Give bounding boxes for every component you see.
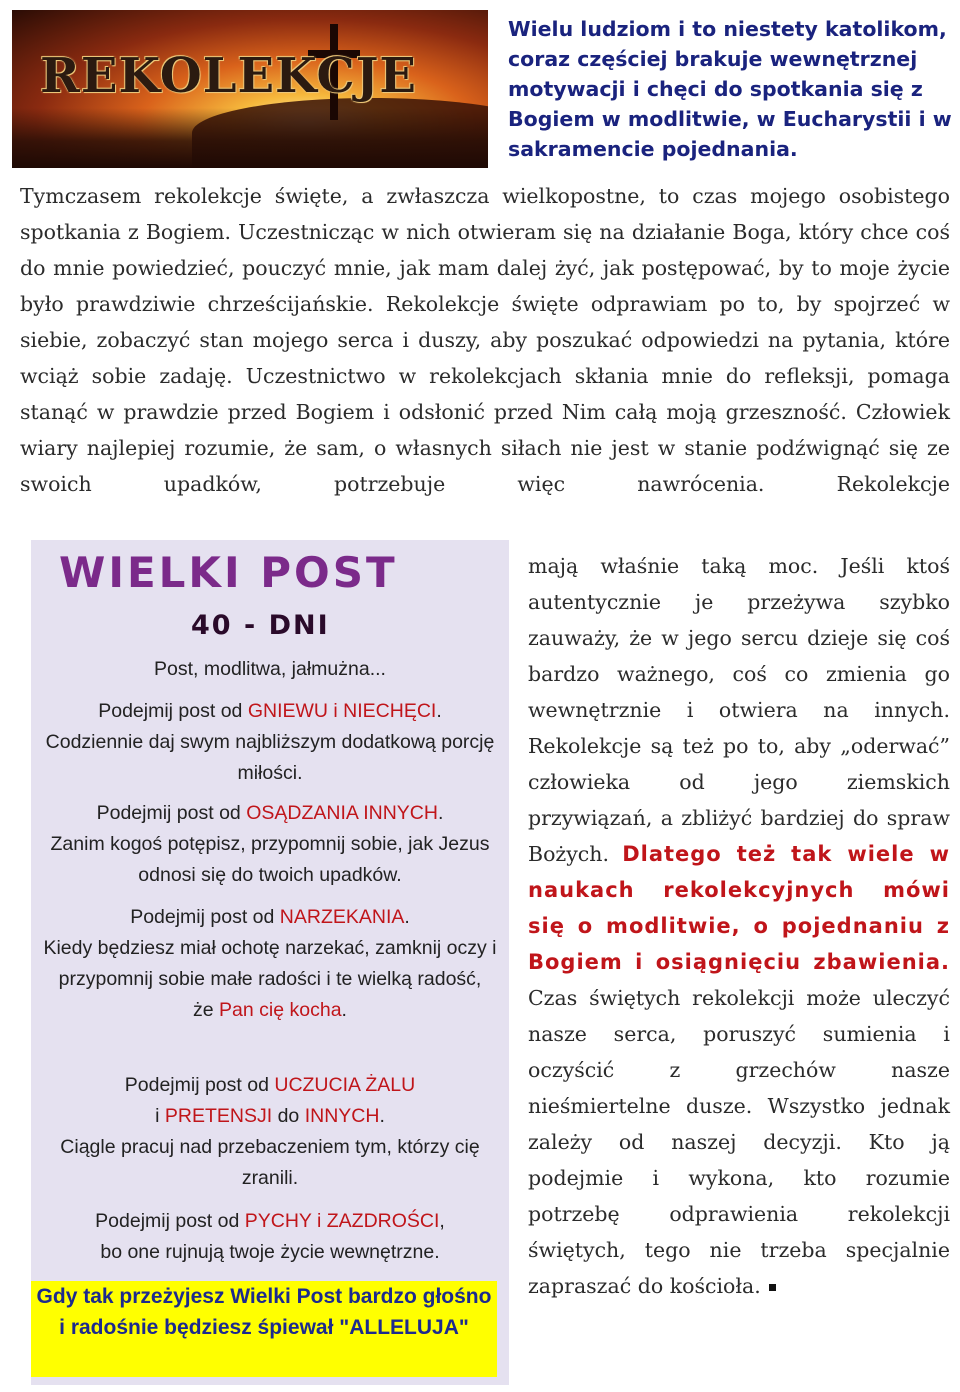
image-title: REKOLEKCJE [40,48,417,104]
lent-tagline: Post, modlitwa, jałmużna... [154,658,386,680]
main-paragraph: Tymczasem rekolekcje święte, a zwłaszcza wielkopostne, to czas mojego osobistego spotkania z Bogiem. Uczestnicząc w nich otwieram się na działanie Boga, który chce coś do mnie powiedzieć, pouczyć mnie, jak mam dalej żyć, jak postępować, by to moje życie było prawdziwie chrześcijańskie. Rekolekcje święte odprawiam po to, by spojrzeć w siebie, zobaczyć stan mojego serca i duszy, aby poszukać odpowiedzi na pytania, które wciąż sobie zadaję. Uczestnictwo w rekolekcjach skłania mnie do refleksji, pomaga stanąć w prawdzie przed Bogiem i odsłonić przed Nim całą moją grzeszność. Człowiek wiary najlepiej rozumie, że sam, o własnych siłach nie jest w stanie podźwignąć się ze swoich upadków, potrzebuje więc nawrócenia. Rekolekcje [20,184,950,496]
fast-prefix: Podejmij post od [96,802,247,824]
fast-prefix: Podejmij post od [130,906,280,928]
alleluia-banner: Gdy tak przeżyjesz Wielki Post bardzo głośno i radośnie będziesz śpiewał "ALLELUJA" [31,1281,497,1377]
fast-connector: i [155,1105,165,1127]
fast-topic-2: PRETENSJI [164,1105,273,1127]
fast-advice: Codziennie daj swym najbliższym dodatkową porcję miłości. [45,731,495,784]
fast-topic: NARZEKANIA [279,906,405,928]
fast-block-grievance: Podejmij post od UCZUCIA ŻALU i PRETENSJI do INNYCH. Ciągle pracuj nad przebaczeniem tym, którzy cię zranili. [60,1074,480,1189]
fast-block-pride: Podejmij post od PYCHY i ZAZDROŚCI, bo one rujnują twoje życie wewnętrzne. [95,1210,445,1263]
right-bold-text: Dlatego też tak wiele w naukach rekolekcyjnych mówi się o modlitwie, o pojednaniu z Bogiem i osiągnięciu zbawienia. [528,842,950,974]
fast-tail-prefix: że [193,999,220,1021]
right-text-2: Czas świętych rekolekcji może uleczyć nasze serca, poruszyć sumienia i oczyścić z grzechów nasze nieśmiertelne dusze. Wszystko jednak zależy od naszej decyzji. Kto ją podejmie i wykona, kto rozumie potrzebę odprawienia rekolekcji świętych, tego nie trzeba specjalnie zapraszać do kościoła. [528,986,950,1298]
right-column-text [528,548,950,1304]
header-image [12,10,488,168]
lent-title: WIELKI POST [59,548,398,597]
fast-advice: bo one rujnują twoje życie wewnętrzne. [100,1241,440,1263]
lent-days: 40 - DNI [191,610,330,641]
fast-topic: GNIEWU i NIECHĘCI [247,700,437,722]
fast-block-complaining: Podejmij post od NARZEKANIA. Kiedy będziesz miał ochotę narzekać, zamknij oczy i przypomnij sobie małe radości i te wielką radość, że Pan cię kocha. [43,906,497,1021]
landscape-silhouette [12,108,488,168]
fast-prefix: Podejmij post od [124,1074,275,1096]
fast-block-anger: Podejmij post od GNIEWU i NIECHĘCI. Codziennie daj swym najbliższym dodatkową porcję miłości. [45,700,495,784]
fast-prefix: Podejmij post od [95,1210,245,1232]
fast-advice: Zanim kogoś potępisz, przypomnij sobie, jak Jezus odnosi się do twoich upadków. [50,833,490,886]
intro-text: Wielu ludziom i to niestety katolikom, coraz częściej brakuje wewnętrznej motywacji i chęci do spotkania się z Bogiem w modlitwie, w Eucharystii i w sakramencie pojednania. [508,17,952,161]
fast-advice: Kiedy będziesz miał ochotę narzekać, zamknij oczy i przypomnij sobie małe radości i te wielką radość, [43,937,497,990]
fast-topic-3: INNYCH [304,1105,380,1127]
fast-advice: Ciągle pracuj nad przebaczeniem tym, którzy cię zranili. [60,1136,480,1189]
lent-box [31,540,509,1385]
right-text-1: mają właśnie taką moc. Jeśli ktoś autentycznie je przeżywa szybko zauważy, że w jego sercu dzieje się coś bardzo ważnego, coś co zmienia go wewnętrznie i otwiera na innych. Rekolekcje są też po to, aby „oderwać” człowieka od jego ziemskich przywiązań, a zbliżyć bardziej do spraw Bożych. [528,554,950,866]
fast-connector-2: do [272,1105,305,1127]
fast-prefix: Podejmij post od [98,700,248,722]
fast-topic: PYCHY i ZAZDROŚCI [244,1210,440,1232]
fast-topic: UCZUCIA ŻALU [274,1074,416,1096]
fast-tail-highlight: Pan cię kocha [219,999,342,1021]
end-mark-icon [769,1284,776,1291]
fast-topic: OSĄDZANIA INNYCH [246,802,438,824]
fast-block-judging: Podejmij post od OSĄDZANIA INNYCH. Zanim kogoś potępisz, przypomnij sobie, jak Jezus odnosi się do twoich upadków. [50,802,490,886]
